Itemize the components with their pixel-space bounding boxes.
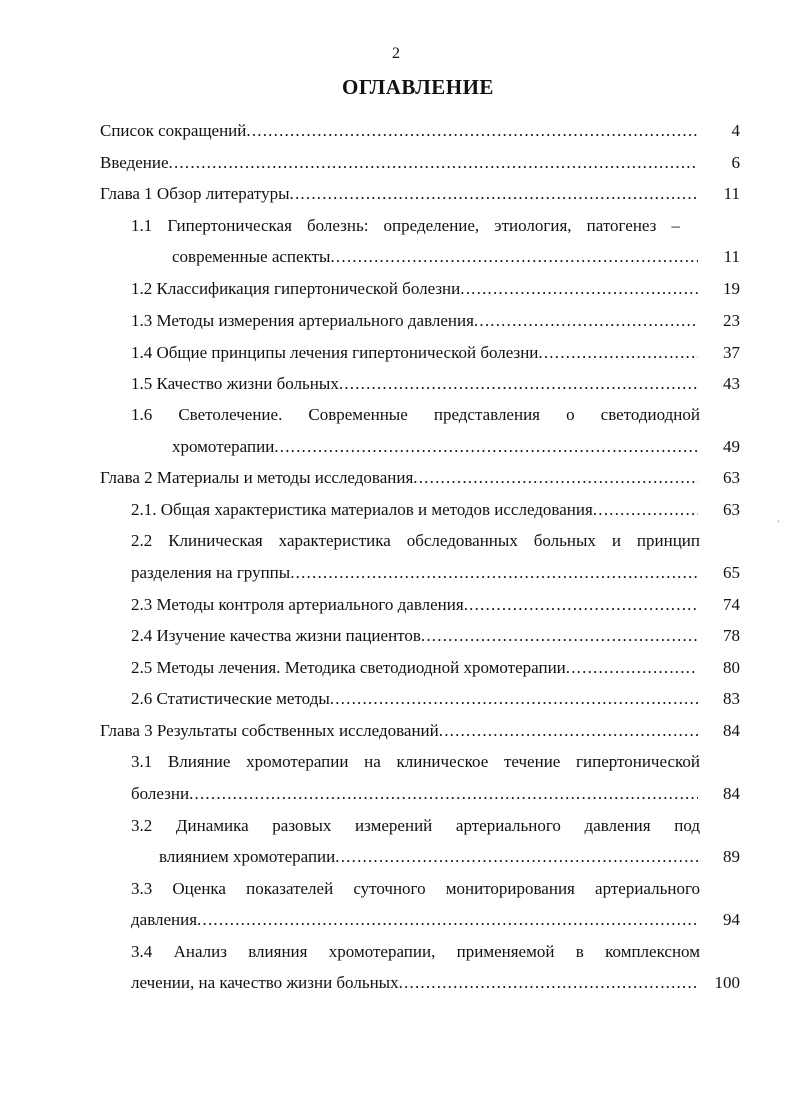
toc-entry-text: лечении, на качество жизни больных xyxy=(131,973,399,992)
dot-leader xyxy=(335,846,698,868)
toc-entry-text: современные аспекты xyxy=(172,247,331,266)
toc-page-number: 11 xyxy=(723,184,740,203)
toc-entry-text: Глава 1 Обзор литературы xyxy=(100,184,290,203)
toc-page-number: 78 xyxy=(723,626,740,645)
dot-leader xyxy=(169,152,698,174)
toc-entry xyxy=(131,657,698,679)
dot-leader xyxy=(566,657,698,679)
dot-leader xyxy=(290,183,698,205)
toc-page-number: 83 xyxy=(723,689,740,708)
toc-entry-text: 2.1. Общая характеристика материалов и методов исследования xyxy=(131,500,593,519)
toc-entry xyxy=(131,783,698,805)
toc-entry-first-line xyxy=(131,878,700,900)
dot-leader xyxy=(339,373,698,395)
toc-entry-text: влиянием хромотерапии xyxy=(159,847,336,866)
toc-entry-text: 3.1 Влияние хромотерапии на клиническое течение гипертонической xyxy=(131,752,700,771)
toc-entry xyxy=(131,625,698,647)
toc-entry-text: 2.5 Методы лечения. Методика светодиодной хромотерапии xyxy=(131,658,566,677)
toc-entry-text: 1.2 Классификация гипертонической болезни xyxy=(131,279,461,298)
toc-entry xyxy=(100,152,698,174)
dot-leader xyxy=(246,120,698,142)
toc-entry-text: болезни xyxy=(131,784,190,803)
dot-leader xyxy=(538,342,698,364)
toc-entry xyxy=(172,436,698,458)
toc-entry xyxy=(131,688,698,710)
toc-entry-first-line xyxy=(131,404,700,426)
toc-entry-text: 3.3 Оценка показателей суточного мониторирования артериального xyxy=(131,879,700,898)
toc-entry xyxy=(172,246,698,268)
dot-leader xyxy=(330,246,698,268)
toc-entry-first-line xyxy=(131,215,680,237)
toc-entry xyxy=(131,278,698,300)
toc-entry xyxy=(131,909,698,931)
toc-entry xyxy=(100,183,698,205)
dot-leader xyxy=(464,594,698,616)
toc-entry-text: 2.4 Изучение качества жизни пациентов xyxy=(131,626,421,645)
dot-leader xyxy=(274,436,698,458)
toc-page-number: 65 xyxy=(723,563,740,582)
toc-page-number: 63 xyxy=(723,500,740,519)
toc-entry-first-line xyxy=(131,751,700,773)
toc-entry xyxy=(131,310,698,332)
toc-entry xyxy=(131,594,698,616)
toc-entry xyxy=(131,972,698,994)
toc-entry-first-line xyxy=(131,815,700,837)
toc-entry-first-line xyxy=(131,941,700,963)
toc-page-number: 84 xyxy=(723,721,740,740)
toc-entry-text: разделения на группы xyxy=(131,563,291,582)
dot-leader xyxy=(399,972,698,994)
toc-entry-text: 3.4 Анализ влияния хромотерапии, применяемой в комплексном xyxy=(131,942,700,961)
toc-page-number: 37 xyxy=(723,343,740,362)
toc-entry-text: 1.4 Общие принципы лечения гипертонической болезни xyxy=(131,343,539,362)
scan-mark: ʿ xyxy=(777,520,781,531)
toc-entry xyxy=(100,467,698,489)
dot-leader xyxy=(413,467,698,489)
toc-page-number: 6 xyxy=(731,153,740,172)
toc-entry-text: 2.2 Клиническая характеристика обследованных больных и принцип xyxy=(131,531,700,550)
toc-entry-text: хромотерапии xyxy=(172,437,275,456)
toc-entry-text: Введение xyxy=(100,153,169,172)
dot-leader xyxy=(593,499,698,521)
toc-entry xyxy=(131,342,698,364)
dot-leader xyxy=(421,625,698,647)
dot-leader xyxy=(197,909,698,931)
toc-page-number: 100 xyxy=(714,973,740,992)
toc-page-number: 49 xyxy=(723,437,740,456)
toc-page-number: 43 xyxy=(723,374,740,393)
toc-entry xyxy=(131,499,698,521)
toc-entry-text: 1.6 Светолечение. Современные представления о светодиодной xyxy=(131,405,700,424)
toc-entry-text: 2.3 Методы контроля артериального давления xyxy=(131,595,464,614)
toc-page-number: 80 xyxy=(723,658,740,677)
dot-leader xyxy=(439,720,698,742)
toc-page-number: 94 xyxy=(723,910,740,929)
toc-entry xyxy=(100,120,698,142)
dot-leader xyxy=(460,278,698,300)
toc-entry-text: Список сокращений xyxy=(100,121,247,140)
toc-page-number: 11 xyxy=(723,247,740,266)
toc-entry xyxy=(100,720,698,742)
toc-entry xyxy=(131,562,698,584)
toc-title: ОГЛАВЛЕНИЕ xyxy=(342,75,494,99)
toc-entry-text: 3.2 Динамика разовых измерений артериального давления под xyxy=(131,816,700,835)
toc-page-number: 19 xyxy=(723,279,740,298)
page-number: 2 xyxy=(392,45,400,62)
toc-entry xyxy=(131,373,698,395)
toc-entry-text: 1.5 Качество жизни больных xyxy=(131,374,339,393)
toc-page-number: 74 xyxy=(723,595,740,614)
toc-entry-first-line xyxy=(131,530,700,552)
toc-entry-text: 1.3 Методы измерения артериального давления xyxy=(131,311,474,330)
dot-leader xyxy=(290,562,698,584)
toc-entry-text: давления xyxy=(131,910,198,929)
toc-entry-text: 2.6 Статистические методы xyxy=(131,689,330,708)
toc-page-number: 89 xyxy=(723,847,740,866)
toc-page-number: 4 xyxy=(731,121,740,140)
toc-page-number: 23 xyxy=(723,311,740,330)
dot-leader xyxy=(330,688,698,710)
toc-page-number: 63 xyxy=(723,468,740,487)
dot-leader xyxy=(474,310,698,332)
toc-entry xyxy=(159,846,698,868)
toc-entry-text: Глава 2 Материалы и методы исследования xyxy=(100,468,414,487)
toc-page-number: 84 xyxy=(723,784,740,803)
dot-leader xyxy=(189,783,698,805)
toc-entry-text: Глава 3 Результаты собственных исследований xyxy=(100,721,439,740)
toc-entry-text: 1.1 Гипертоническая болезнь: определение, этиология, патогенез – xyxy=(131,216,680,235)
